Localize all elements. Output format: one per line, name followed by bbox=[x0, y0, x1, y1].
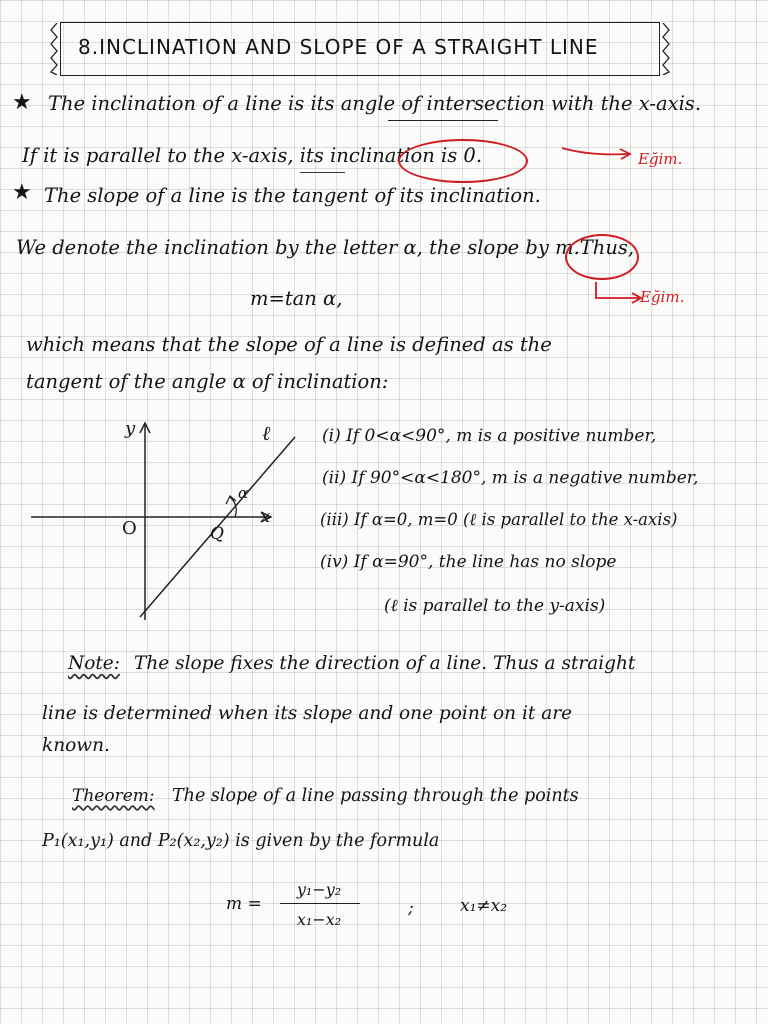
title-left-zigzag bbox=[49, 23, 59, 75]
star-bullet: ★ bbox=[12, 90, 32, 115]
formula-lhs: m = bbox=[226, 894, 262, 914]
case-4-note: (ℓ is parallel to the y-axis) bbox=[384, 596, 606, 616]
p2-line1: The slope of a line is the tangent of its inclination. bbox=[44, 184, 541, 207]
theorem-line2: P₁(x₁,y₁) and P₂(x₂,y₂) is given by the formula bbox=[42, 831, 440, 851]
note-line1: The slope fixes the direction of a line. Thus a straight bbox=[134, 653, 636, 674]
angle-underline bbox=[388, 120, 498, 121]
egim-note-2: Eğim. bbox=[640, 288, 685, 306]
slope-circle bbox=[565, 234, 639, 280]
point-q-label: Q bbox=[210, 524, 224, 544]
note-line3: known. bbox=[42, 735, 110, 756]
case-4: (iv) If α=90°, the line has no slope bbox=[320, 552, 617, 572]
origin-label: O bbox=[122, 518, 137, 539]
slope-formula: m=tan α, bbox=[250, 287, 343, 310]
p3-line1: We denote the inclination by the letter α, the slope by m.Thus, bbox=[16, 236, 635, 259]
p1-line1: The inclination of a line is its angle of intersection with the x-axis. bbox=[48, 92, 702, 115]
title-right-zigzag bbox=[661, 23, 671, 75]
case-2: (ii) If 90°<α<180°, m is a negative number, bbox=[322, 468, 699, 488]
formula-condition: x₁≠x₂ bbox=[460, 896, 508, 916]
x-axis-label: x bbox=[260, 506, 271, 527]
formula-separator: ; bbox=[408, 898, 414, 918]
page-title: 8.INCLINATION AND SLOPE OF A STRAIGHT LINE bbox=[78, 35, 599, 59]
formula-denominator: x₁−x₂ bbox=[296, 910, 342, 929]
note-line2: line is determined when its slope and one point on it are bbox=[42, 703, 573, 724]
fraction-bar bbox=[280, 903, 360, 904]
egim-note-1: Eğim. bbox=[638, 150, 683, 168]
case-1: (i) If 0<α<90°, m is a positive number, bbox=[322, 426, 657, 446]
inclination-circle bbox=[398, 139, 528, 183]
star-bullet-2: ★ bbox=[12, 180, 32, 205]
xaxis-underline bbox=[300, 172, 345, 173]
angle-alpha-label: α bbox=[238, 484, 249, 502]
red-arrow-1 bbox=[560, 140, 640, 170]
case-3: (iii) If α=0, m=0 (ℓ is parallel to the x-axis) bbox=[320, 510, 678, 529]
p3-line3: tangent of the angle α of inclination: bbox=[26, 370, 389, 393]
theorem-line1: The slope of a line passing through the points bbox=[172, 786, 579, 806]
note-label: Note: bbox=[68, 653, 120, 674]
p1-line2: If it is parallel to the x-axis, its inclination is 0. bbox=[22, 144, 483, 167]
y-axis-label: y bbox=[125, 418, 136, 439]
line-l-label: ℓ bbox=[262, 421, 271, 445]
p3-line2: which means that the slope of a line is defined as the bbox=[26, 333, 552, 356]
formula-numerator: y₁−y₂ bbox=[296, 880, 342, 899]
theorem-label: Theorem: bbox=[72, 786, 155, 806]
